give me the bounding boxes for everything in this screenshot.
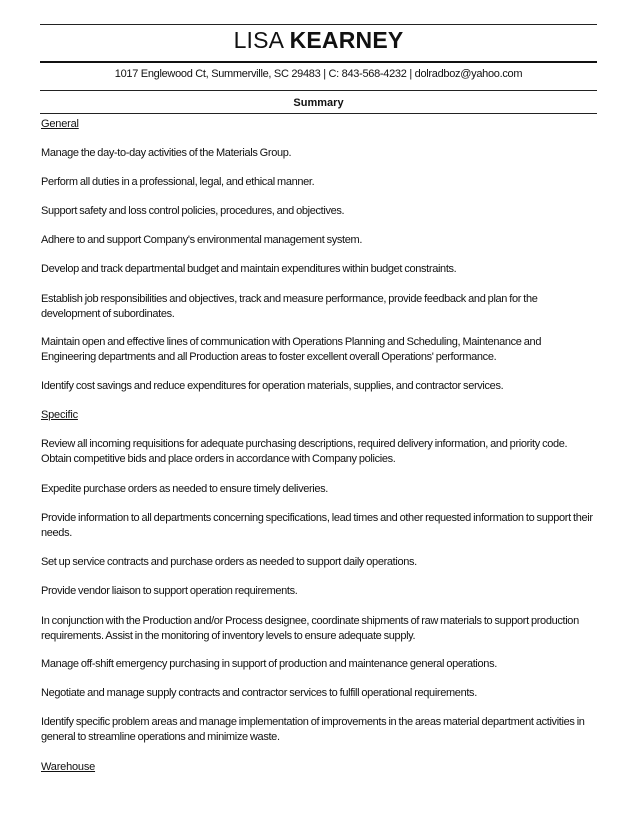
summary-rule	[40, 113, 597, 114]
list-item: Identify specific problem areas and manage implementation of improvements in the areas material department activities in general to streamline operations and minimize waste.	[41, 716, 585, 743]
list-item: Develop and track departmental budget and maintain expenditures within budget constraints.	[41, 263, 457, 275]
list-item: Provide vendor liaison to support operation requirements.	[41, 585, 298, 597]
list-item: Provide information to all departments concerning specifications, lead times and other requested information to support their needs.	[41, 512, 593, 539]
list-item: Review all incoming requisitions for adequate purchasing descriptions, required delivery information, and priority code. Obtain competitive bids and place orders in accordance with Company policies.	[41, 438, 568, 465]
list-item: Manage the day-to-day activities of the Materials Group.	[41, 147, 292, 159]
section-title-summary: Summary	[293, 97, 344, 109]
last-name: KEARNEY	[289, 27, 404, 53]
list-item: Negotiate and manage supply contracts and contractor services to fulfill operational requirements.	[41, 687, 477, 699]
list-item: Support safety and loss control policies, procedures, and objectives.	[41, 205, 345, 217]
list-item: Adhere to and support Company's environmental management system.	[41, 234, 363, 246]
first-name: LISA	[233, 27, 283, 53]
list-item: Set up service contracts and purchase orders as needed to support daily operations.	[41, 556, 417, 568]
list-item: Perform all duties in a professional, legal, and ethical manner.	[41, 176, 315, 188]
name-rule	[40, 61, 597, 63]
list-item: Establish job responsibilities and objectives, track and measure performance, provide feedback and plan for the development of subordinates.	[41, 293, 538, 320]
top-rule	[40, 24, 597, 25]
candidate-name	[40, 26, 597, 54]
list-item: Manage off-shift emergency purchasing in support of production and maintenance general operations.	[41, 658, 497, 670]
contact-rule	[40, 90, 597, 91]
subheading-general: General	[41, 118, 79, 130]
list-item: Expedite purchase orders as needed to ensure timely deliveries.	[41, 483, 329, 495]
list-item: Maintain open and effective lines of communication with Operations Planning and Scheduling, Maintenance and Engineering departments and all Production areas to foster excellent overall Operations' performance.	[41, 336, 542, 363]
list-item: Identify cost savings and reduce expenditures for operation materials, supplies, and contractor services.	[41, 380, 504, 392]
subheading-warehouse: Warehouse	[41, 761, 96, 773]
contact-line: 1017 Englewood Ct, Summerville, SC 29483 | C: 843-568-4232 | dolradboz@yahoo.com	[114, 68, 523, 80]
list-item: In conjunction with the Production and/or Process designee, coordinate shipments of raw materials to support production requirements. Assist in the monitoring of inventory levels to ensure adequate supply.	[41, 615, 579, 642]
subheading-specific: Specific	[41, 409, 78, 421]
